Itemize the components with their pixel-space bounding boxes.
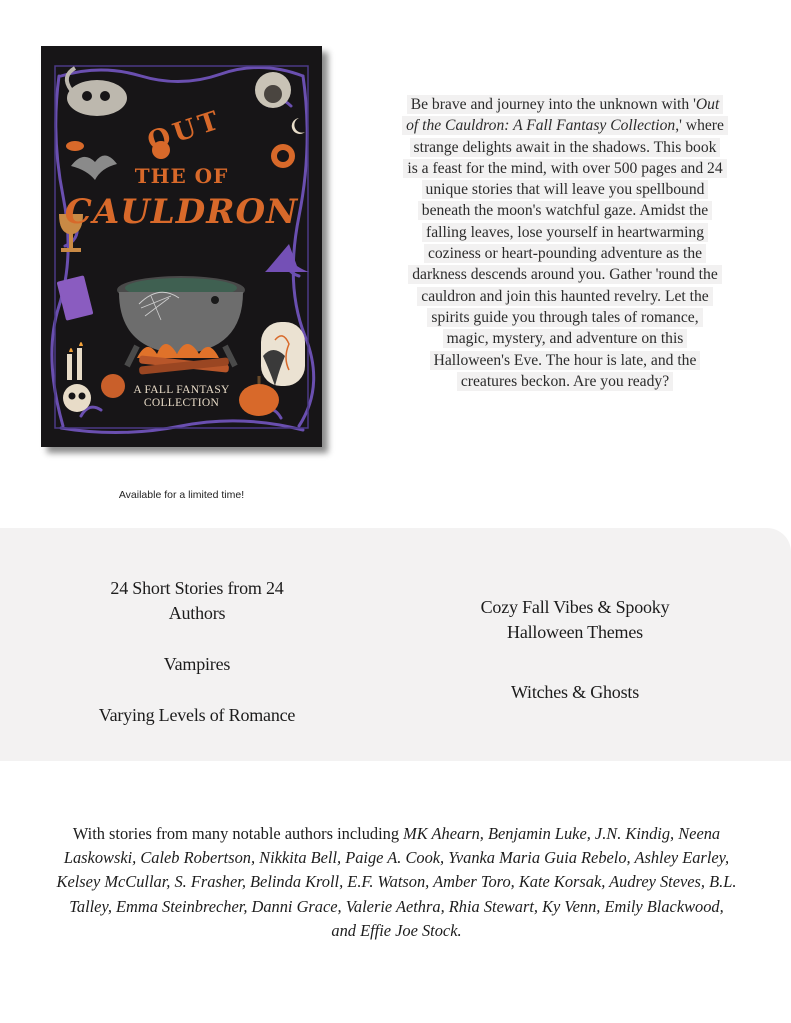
feature-witches-ghosts: Witches & Ghosts xyxy=(510,682,640,702)
availability-note: Available for a limited time! xyxy=(118,489,245,501)
authors-intro: With stories from many notable authors including xyxy=(72,824,404,843)
feature-text: Halloween Themes xyxy=(507,622,643,642)
blurb-line: coziness or heart-pounding adventure as the xyxy=(424,244,706,263)
blurb-line: beneath the moon's watchful gaze. Amidst the xyxy=(418,201,712,220)
feature-romance: Varying Levels of Romance xyxy=(98,705,296,725)
cover-subtitle xyxy=(111,384,252,410)
fire-icon xyxy=(137,344,229,375)
blurb-line xyxy=(402,116,728,135)
blurb-line: unique stories that will leave you spellbound xyxy=(422,180,709,199)
blurb-line: cauldron and join this haunted revelry. Let the xyxy=(417,287,712,306)
skull-candles-icon xyxy=(63,342,91,412)
blurb-line: darkness descends around you. Gather 'round the xyxy=(408,265,722,284)
book-cover xyxy=(41,46,322,447)
blurb-text: ,' where xyxy=(675,117,724,135)
spellbook-icon xyxy=(57,275,94,321)
blurb-title-italic: of the Cauldron: A Fall Fantasy Collection xyxy=(406,117,676,135)
cover-subtitle-line1: A FALL FANTASY xyxy=(133,384,230,396)
feature-short-stories xyxy=(82,576,312,626)
blurb-line: strange delights await in the shadows. This book xyxy=(410,138,721,157)
feature-text: Authors xyxy=(168,603,226,623)
book-blurb xyxy=(385,94,745,392)
blurb-line: spirits guide you through tales of romance, xyxy=(427,308,702,327)
cover-title-the-of: THE OF xyxy=(134,164,229,188)
moon-icon xyxy=(292,118,305,134)
authors-paragraph xyxy=(55,822,738,943)
feature-vampires: Vampires xyxy=(163,654,231,674)
blurb-line: creatures beckon. Are you ready? xyxy=(457,372,673,391)
feature-text: 24 Short Stories from 24 xyxy=(110,578,284,598)
lips-icon xyxy=(66,141,84,151)
authors-names: MK Ahearn, Benjamin Luke, J.N. Kindig, Neena Laskowski, Caleb Robertson, Nikkita Bell, Paige A. Cook, Yvanka Maria Guia Rebelo, Ashley Earley, Kelsey McCullar, S. Frasher, Belinda Kroll, E.F. Watson, Amber Toro, Kate Korsak, Audrey Steves, B.L. Talley, Emma Steinbrecher, Danni Grace, Valerie Aethra, Rhia Stewart, Ky Venn, Emily Blackwood, and Effie Joe Stock. xyxy=(56,824,737,940)
cover-title-out: OUT xyxy=(143,104,227,158)
animal-skull-icon xyxy=(67,68,127,116)
blurb-line: falling leaves, lose yourself in heartwarming xyxy=(422,223,708,242)
blurb-line: magic, mystery, and adventure on this xyxy=(443,329,688,348)
blurb-text: Be brave and journey into the unknown with ' xyxy=(410,96,696,113)
blurb-title-italic: Out xyxy=(695,96,720,113)
sheep-icon xyxy=(255,72,291,108)
feature-fall-vibes xyxy=(455,595,695,645)
blurb-line xyxy=(407,95,724,114)
blurb-line: Halloween's Eve. The hour is late, and the xyxy=(430,351,701,370)
blurb-line: is a feast for the mind, with over 500 pages and 24 xyxy=(403,159,726,178)
cover-title-cauldron: CAULDRON xyxy=(64,192,299,232)
witch-hat-icon xyxy=(265,244,309,272)
cover-subtitle-line2: COLLECTION xyxy=(143,397,220,409)
feature-text: Cozy Fall Vibes & Spooky xyxy=(480,597,670,617)
